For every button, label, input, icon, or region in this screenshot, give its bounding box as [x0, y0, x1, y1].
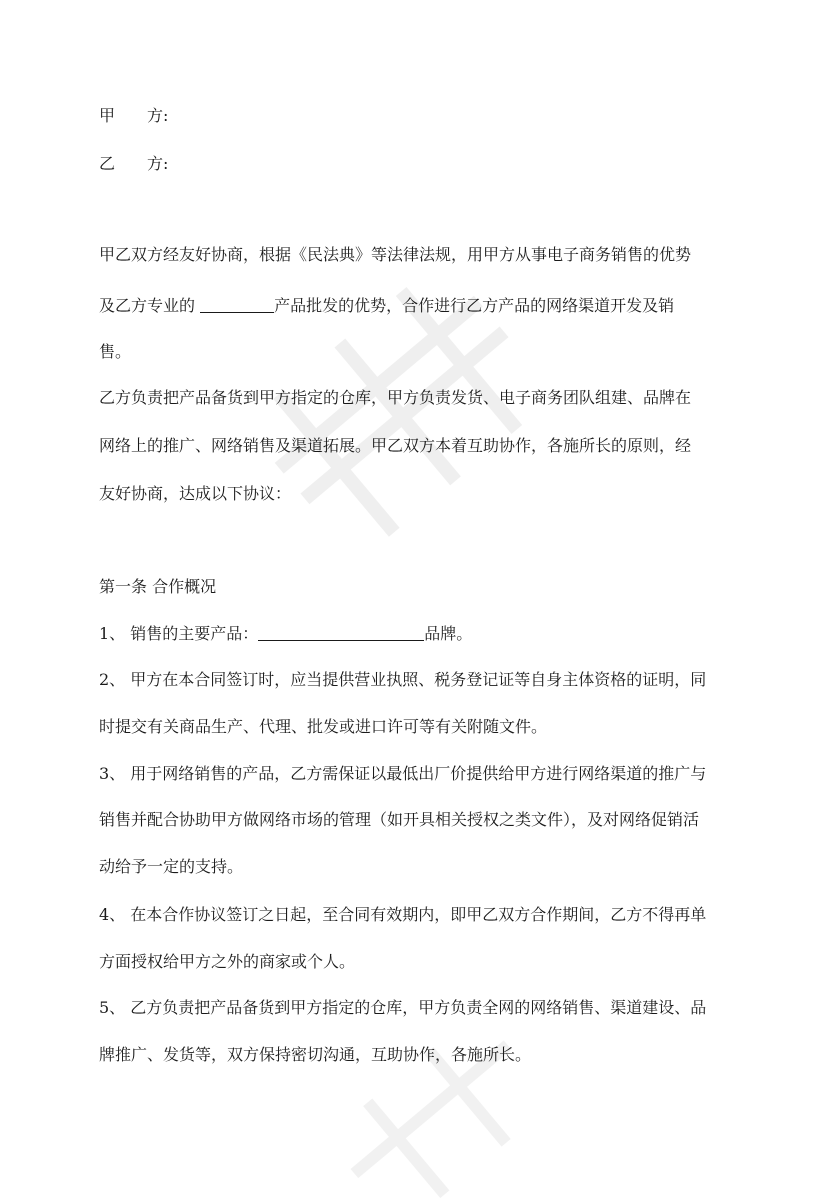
main-product-brand-blank[interactable]: [258, 624, 424, 641]
article-1-item-2-line-2: 时提交有关商品生产、代理、批发或进口许可等有关附随文件。: [99, 717, 548, 736]
article-1-item-3-line-3: 动给予一定的支持。: [99, 857, 244, 876]
intro-line-4: 乙方负责把产品备货到甲方指定的仓库，甲方负责发货、电子商务团队组建、品牌在: [99, 388, 692, 407]
party-b-label: 乙: [99, 154, 116, 173]
intro-line-5: 网络上的推广、网络销售及渠道拓展。甲乙双方本着互助协作，各施所长的原则，经: [99, 436, 692, 455]
article-1-heading: 第一条 合作概况: [99, 577, 217, 596]
intro-line-2: [99, 296, 674, 316]
article-1-item-3-line-2: 销售并配合协助甲方做网络市场的管理（如开具相关授权之类文件），及对网络促销活: [99, 810, 700, 829]
party-a-colon: 方:: [147, 106, 169, 125]
intro-line-3: 售。: [99, 342, 132, 361]
article-1-item-3-line-1: 3、 用于网络销售的产品，乙方需保证以最低出厂价提供给甲方进行网络渠道的推广与: [99, 764, 707, 783]
intro-line-2-end: 产品批发的优势，合作进行乙方产品的网络渠道开发及销: [274, 296, 675, 315]
item-1-text-end: 品牌。: [424, 624, 473, 643]
party-b-colon: 方:: [147, 154, 169, 173]
article-1-item-5-line-2: 牌推广、发货等，双方保持密切沟通，互助协作，各施所长。: [99, 1045, 532, 1064]
article-1-item-4-line-1: 4、 在本合作协议签订之日起，至合同有效期内，即甲乙双方合作期间，乙方不得再单: [99, 905, 707, 924]
article-1-item-1: [99, 624, 472, 644]
item-1-text-start: 1、 销售的主要产品：: [99, 624, 259, 643]
party-a-label: 甲: [99, 106, 116, 125]
article-1-item-5-line-1: 5、 乙方负责把产品备货到甲方指定的仓库，甲方负责全网的网络销售、渠道建设、品: [99, 998, 707, 1017]
party-a-line: [99, 106, 168, 126]
article-1-item-4-line-2: 方面授权给甲方之外的商家或个人。: [99, 952, 356, 971]
intro-line-6: 友好协商，达成以下协议：: [99, 484, 292, 503]
intro-line-1: 甲乙双方经友好协商，根据《民法典》等法律法规，用甲方从事电子商务销售的优势: [99, 245, 692, 264]
article-1-item-2-line-1: 2、 甲方在本合同签订时，应当提供营业执照、税务登记证等自身主体资格的证明，同: [99, 670, 707, 689]
product-type-blank[interactable]: [200, 296, 274, 313]
party-b-line: [99, 154, 168, 174]
intro-line-2-start: 及乙方专业的: [99, 296, 201, 315]
